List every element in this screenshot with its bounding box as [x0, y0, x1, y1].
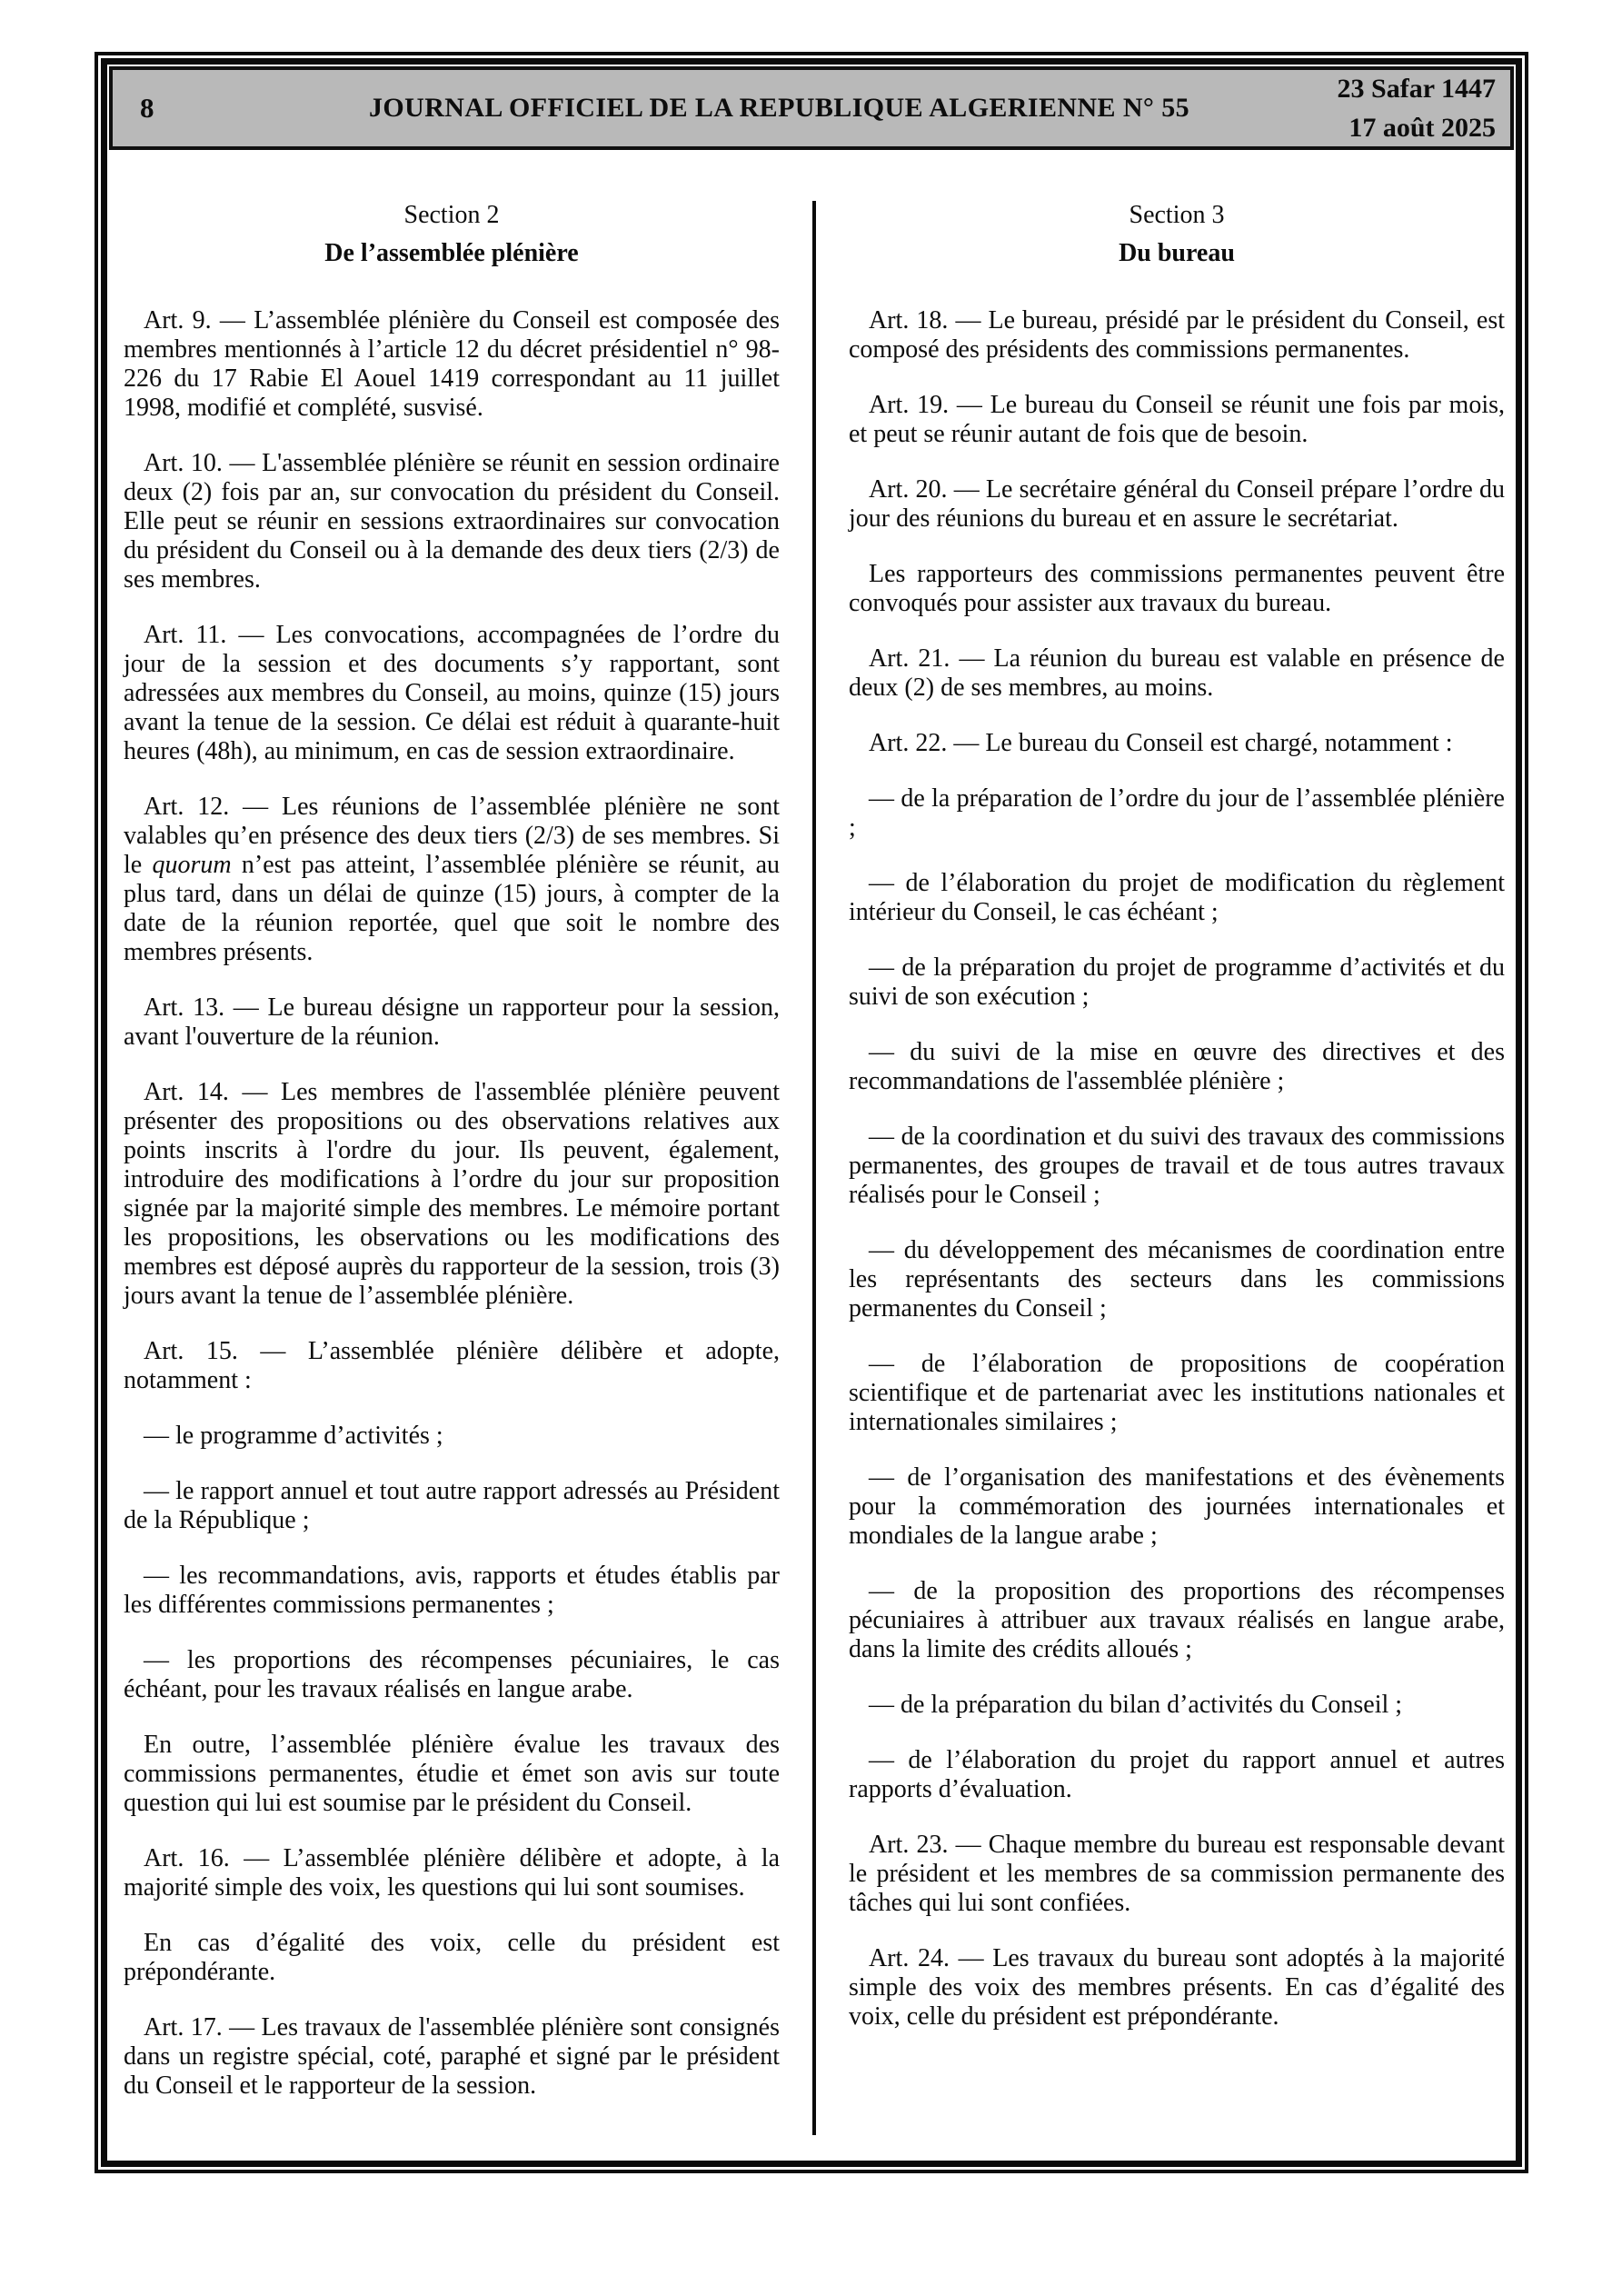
left-column [124, 201, 780, 2135]
article-20: Art. 20. — Le secrétaire général du Conseil prépare l’ordre du jour des réunions du bureau et en assure le secrétariat. [849, 475, 1505, 533]
article-20-closing: Les rapporteurs des commissions permanentes peuvent être convoqués pour assister aux travaux du bureau. [849, 560, 1505, 617]
list-item: — de l’organisation des manifestations et des évènements pour la commémoration des journées internationales et mondiales de la langue arabe ; [849, 1463, 1505, 1550]
right-column [849, 201, 1505, 2135]
article-15-intro: Art. 15. — L’assemblée plénière délibère et adopte, notamment : [124, 1337, 780, 1394]
section-3-title: Du bureau [1119, 239, 1235, 267]
article-16-closing: En cas d’égalité des voix, celle du président est prépondérante. [124, 1929, 780, 1986]
article-15-closing: En outre, l’assemblée plénière évalue les travaux des commissions permanentes, étudie et émet son avis sur toute question qui lui est soumise par le président du Conseil. [124, 1731, 780, 1817]
list-item: — du développement des mécanismes de coordination entre les représentants des secteurs dans les commissions permanentes du Conseil ; [849, 1236, 1505, 1323]
list-item: — de la préparation du bilan d’activités du Conseil ; [869, 1691, 1403, 1719]
page-content [107, 152, 1516, 2161]
list-item: — les proportions des récompenses pécuniaires, le cas échéant, pour les travaux réalisés en langue arabe. [124, 1646, 780, 1703]
list-item: — du suivi de la mise en œuvre des directives et des recommandations de l'assemblée plénière ; [849, 1038, 1505, 1095]
article-17: Art. 17. — Les travaux de l'assemblée plénière sont consignés dans un registre spécial, coté, paraphé et signé par le président du Conseil et le rapporteur de la session. [124, 2013, 780, 2100]
list-item: — de l’élaboration du projet du rapport annuel et autres rapports d’évaluation. [849, 1746, 1505, 1803]
list-item: — de la proposition des proportions des récompenses pécuniaires à attribuer aux travaux réalisés en langue arabe, dans la limite des crédits alloués ; [849, 1577, 1505, 1663]
list-item: — de la préparation de l’ordre du jour de l’assemblée plénière ; [849, 784, 1505, 842]
article-12 [124, 793, 780, 967]
column-divider [812, 201, 816, 2135]
article-18: Art. 18. — Le bureau, présidé par le président du Conseil, est composé des présidents des commissions permanentes. [849, 306, 1505, 364]
list-item: — le programme d’activités ; [144, 1422, 443, 1450]
article-11: Art. 11. — Les convocations, accompagnées de l’ordre du jour de la session et des documents s’y rapportant, sont adressées aux membres du Conseil, au moins, quinze (15) jours avant la tenue de la session. Ce délai est réduit à quarante-huit heures (48h), au minimum, en cas de session extraordinaire. [124, 621, 780, 765]
page-number: 8 [140, 92, 154, 124]
article-19: Art. 19. — Le bureau du Conseil se réunit une fois par mois, et peut se réunir autant de fois que de besoin. [849, 391, 1505, 448]
article-14: Art. 14. — Les membres de l'assemblée plénière peuvent présenter des propositions ou des observations relatives aux points inscrits à l'ordre du jour. Ils peuvent, également, introduire des modifications à l’ordre du jour sur proposition signée par la majorité simple des membres. Le mémoire portant les propositions, les observations ou les modifications des membres est déposé auprès du rapporteur de la session, trois (3) jours avant la tenue de l’assemblée plénière. [124, 1078, 780, 1310]
list-item: — de l’élaboration du projet de modification du règlement intérieur du Conseil, le cas échéant ; [849, 869, 1505, 926]
article-10: Art. 10. — L'assemblée plénière se réunit en session ordinaire deux (2) fois par an, sur convocation du président du Conseil. Elle peut se réunir en sessions extraordinaires sur convocation du président du Conseil ou à la demande des deux tiers (2/3) de ses membres. [124, 449, 780, 594]
article-21: Art. 21. — La réunion du bureau est valable en présence de deux (2) de ses membres, au moins. [849, 644, 1505, 702]
list-item: — de la préparation du projet de programme d’activités et du suivi de son exécution ; [849, 953, 1505, 1011]
article-23: Art. 23. — Chaque membre du bureau est responsable devant le président et les membres de sa commission permanente des tâches qui lui sont confiées. [849, 1831, 1505, 1917]
list-item: — le rapport annuel et tout autre rapport adressés au Président de la République ; [124, 1477, 780, 1534]
quorum-italic-word: quorum [152, 851, 232, 879]
article-12-text-after: n’est pas atteint, l’assemblée plénière se réunit, au plus tard, dans un délai de quinze (15) jours, à compter de la date de la réunion reportée, quel que soit le nombre des membres présents. [124, 851, 780, 966]
journal-title: JOURNAL OFFICIEL DE LA REPUBLIQUE ALGERIENNE N° 55 [369, 93, 1189, 123]
issue-dates [1282, 69, 1496, 147]
page-frame [95, 52, 1528, 2173]
section-2-label: Section 2 [403, 201, 500, 229]
article-16: Art. 16. — L’assemblée plénière délibère et adopte, à la majorité simple des voix, les questions qui lui sont soumises. [124, 1844, 780, 1902]
article-22-intro: Art. 22. — Le bureau du Conseil est chargé, notamment : [869, 729, 1453, 757]
journal-header-band [109, 66, 1514, 150]
section-2-title: De l’assemblée plénière [324, 239, 579, 267]
article-13: Art. 13. — Le bureau désigne un rapporteur pour la session, avant l'ouverture de la réunion. [124, 993, 780, 1051]
list-item: — de l’élaboration de propositions de coopération scientifique et de partenariat avec les institutions nationales et internationales similaires ; [849, 1350, 1505, 1436]
article-24: Art. 24. — Les travaux du bureau sont adoptés à la majorité simple des voix des membres présents. En cas d’égalité des voix, celle du président est prépondérante. [849, 1944, 1505, 2031]
list-item: — les recommandations, avis, rapports et études établis par les différentes commissions permanentes ; [124, 1562, 780, 1619]
date-gregorian: 17 août 2025 [1348, 113, 1496, 143]
date-hijri: 23 Safar 1447 [1337, 74, 1496, 104]
section-3-label: Section 3 [1129, 201, 1225, 229]
page-inner-frame [101, 58, 1522, 2167]
list-item: — de la coordination et du suivi des travaux des commissions permanentes, des groupes de travail et de tous autres travaux réalisés pour le Conseil ; [849, 1123, 1505, 1209]
article-12-text-before: Art. 12. — Les réunions de l’assemblée plénière ne sont valables qu’en présence des deux tiers (2/3) de ses membres. Si le [124, 793, 780, 879]
article-9: Art. 9. — L’assemblée plénière du Conseil est composée des membres mentionnés à l’article 12 du décret présidentiel n° 98-226 du 17 Rabie El Aouel 1419 correspondant au 11 juillet 1998, modifié et complété, susvisé. [124, 306, 780, 422]
